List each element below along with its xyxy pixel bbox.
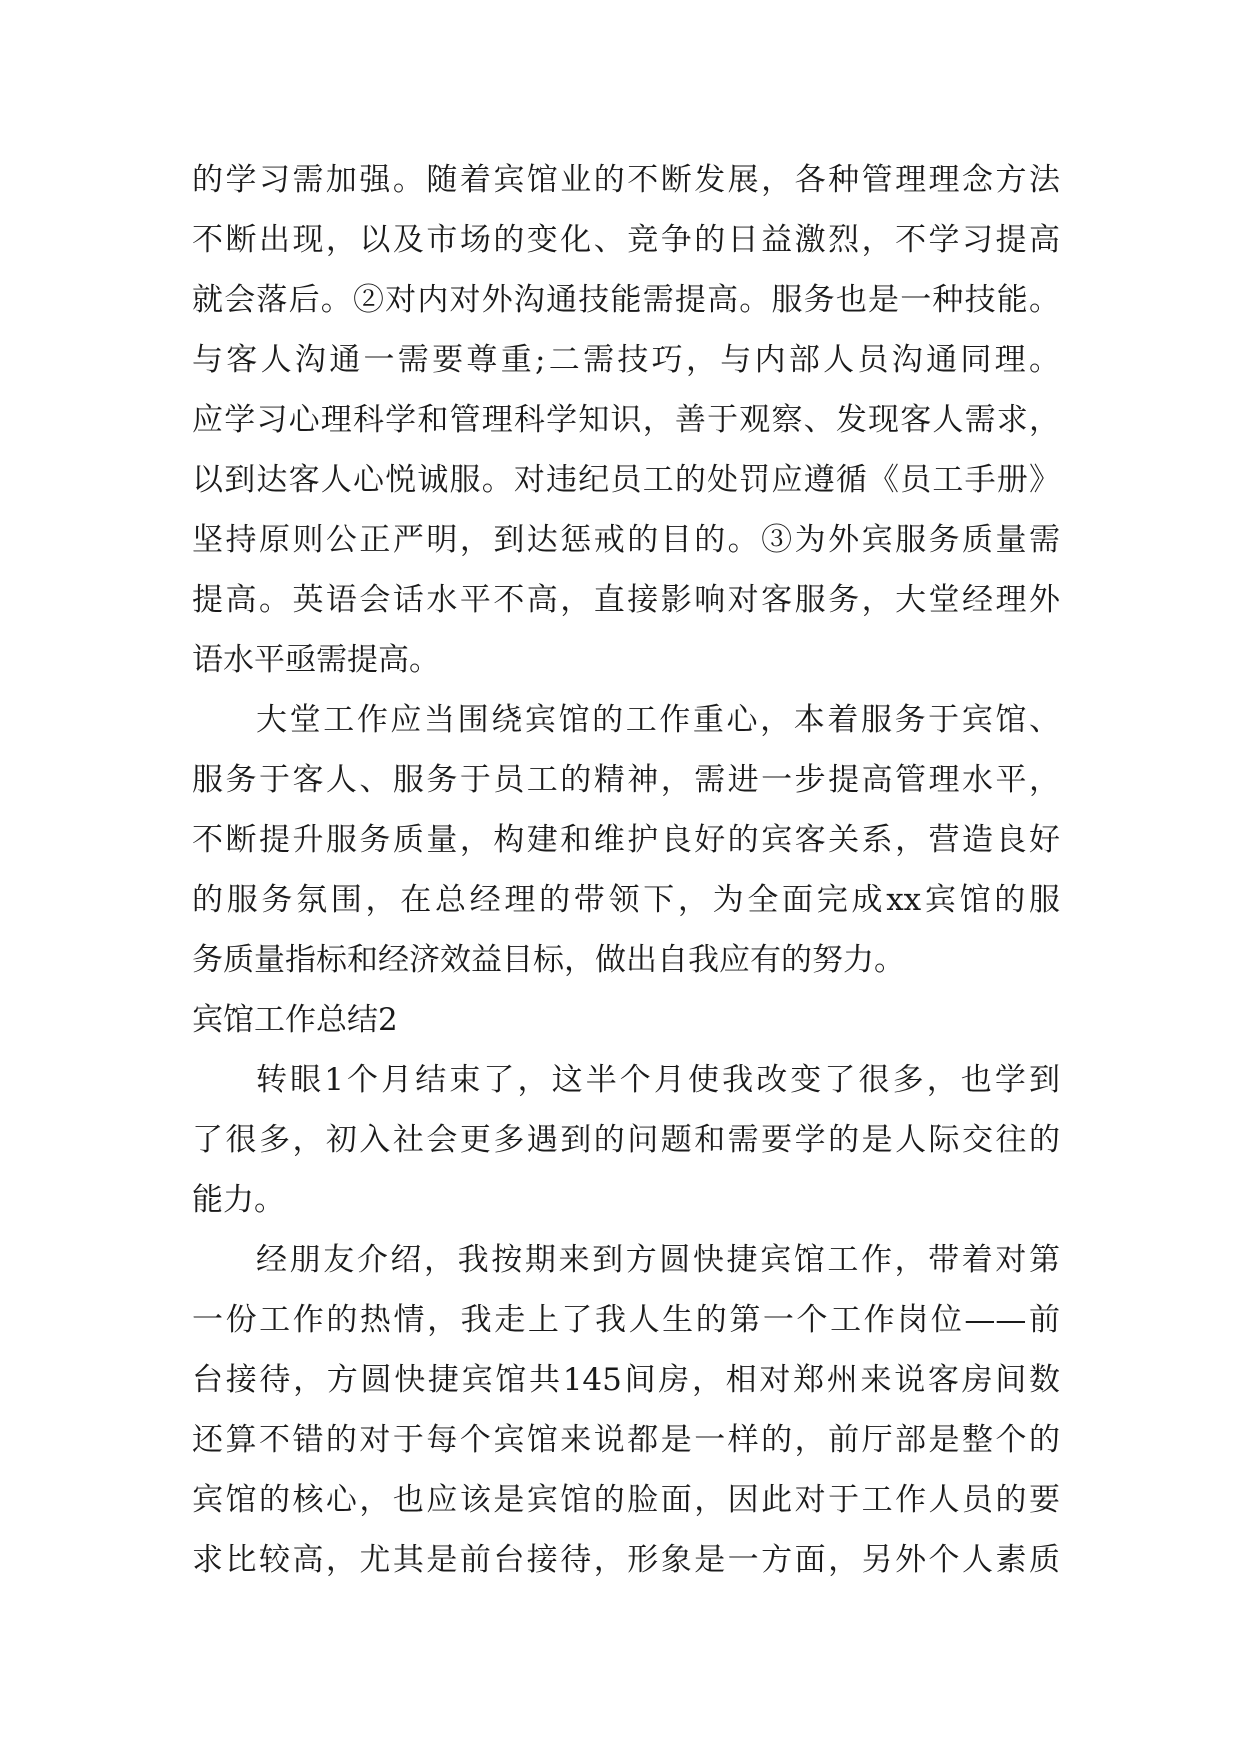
text-line: 宾馆的核心，也应该是宾馆的脸面，因此对于工作人员的要 [192,1482,1060,1518]
paragraph-2 [192,690,1060,990]
text-line: 语水平亟需提高。 [192,642,440,678]
text-line: 转眼1个月结束了，这半个月使我改变了很多，也学到 [256,1062,1060,1098]
text-line: 不断提升服务质量，构建和维护良好的宾客关系，营造良好 [192,822,1060,858]
text-line: 经朋友介绍，我按期来到方圆快捷宾馆工作，带着对第 [256,1242,1060,1278]
text-line: 一份工作的热情，我走上了我人生的第一个工作岗位——前 [192,1302,1060,1338]
text-line: 的学习需加强。随着宾馆业的不断发展，各种管理理念方法 [192,162,1060,198]
text-line: 务质量指标和经济效益目标，做出自我应有的努力。 [192,942,905,978]
paragraph-1 [192,150,1060,690]
text-line: 还算不错的对于每个宾馆来说都是一样的，前厅部是整个的 [192,1422,1060,1458]
section-heading-block [192,990,1060,1050]
text-line: 提高。英语会话水平不高，直接影响对客服务，大堂经理外 [192,582,1060,618]
text-line: 的服务氛围，在总经理的带领下，为全面完成xx宾馆的服 [192,882,1060,918]
text-line: 坚持原则公正严明，到达惩戒的目的。③为外宾服务质量需 [192,522,1060,558]
text-line: 服务于客人、服务于员工的精神，需进一步提高管理水平， [192,762,1060,798]
text-line: 台接待，方圆快捷宾馆共145间房，相对郑州来说客房间数 [192,1362,1060,1398]
text-line: 求比较高，尤其是前台接待，形象是一方面，另外个人素质 [192,1542,1060,1578]
text-line: 了很多，初入社会更多遇到的问题和需要学的是人际交往的 [192,1122,1060,1158]
text-line: 能力。 [192,1182,285,1218]
text-line: 不断出现，以及市场的变化、竞争的日益激烈，不学习提高 [192,222,1060,258]
section-heading: 宾馆工作总结2 [192,1002,398,1038]
paragraph-4 [192,1230,1060,1590]
text-line: 应学习心理科学和管理科学知识，善于观察、发现客人需求， [192,402,1060,438]
text-line: 就会落后。②对内对外沟通技能需提高。服务也是一种技能。 [192,282,1060,318]
text-line: 以到达客人心悦诚服。对违纪员工的处罚应遵循《员工手册》 [192,462,1060,498]
paragraph-3 [192,1050,1060,1230]
text-line: 与客人沟通一需要尊重;二需技巧，与内部人员沟通同理。 [192,342,1060,378]
text-line: 大堂工作应当围绕宾馆的工作重心，本着服务于宾馆、 [256,702,1060,738]
document-body [192,150,1060,1590]
